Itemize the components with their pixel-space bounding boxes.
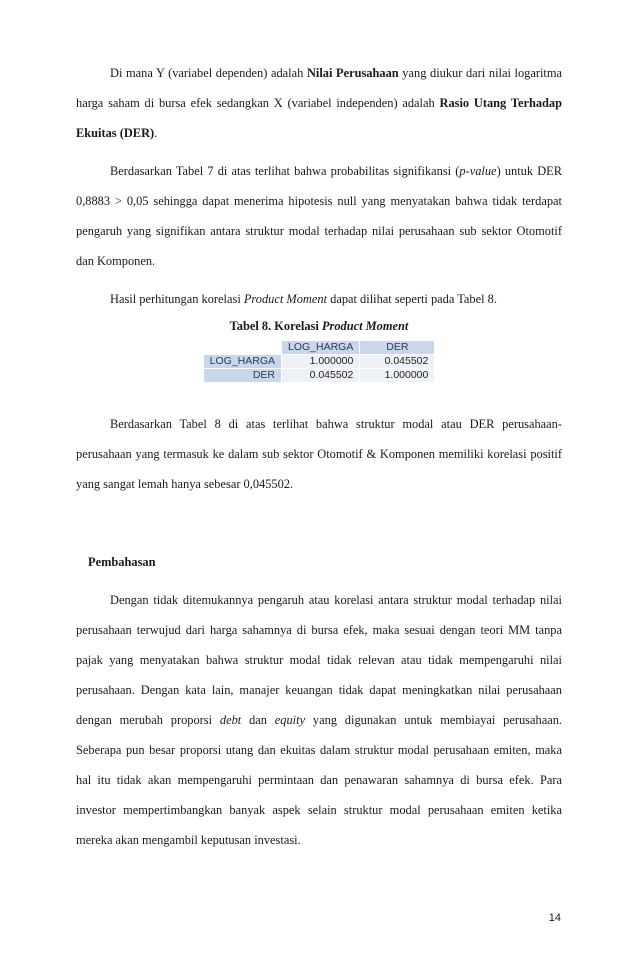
page-content [76,58,562,855]
table-header-row [203,341,435,355]
row-label: DER [203,369,281,383]
text-run: dan [241,713,275,727]
term-debt: debt [219,713,242,727]
text-run: dapat dilihat seperti pada Tabel 8. [327,292,497,306]
text-run: Di mana Y (variabel dependen) adalah [110,66,307,80]
paragraph-table8-result [76,409,562,499]
term-p-value: p-value [459,164,497,178]
text-run: yang digunakan untuk membiayai perusahaan. Seberapa pun besar proporsi utang dan ekuitas dalam struktur modal perusahaan emiten, maka hal itu tidak akan mempengaruhi permintaan dan penawaran sahamnya di bursa efek. Para investor mempertimbangkan banyak aspek selain struktur modal perusahaan emiten ketika mereka akan mengambil keputusan investasi. [76,713,562,847]
correlation-table [203,340,436,383]
table-cell: 0.045502 [282,369,360,383]
text-run: Berdasarkan Tabel 7 di atas terlihat bahwa probabilitas signifikansi ( [110,164,460,178]
section-heading: Pembahasan [88,555,156,569]
text-run: yang diukur dari nilai logaritma harga saham di bursa efek sedangkan X (variabel independen) adalah [76,66,562,110]
paragraph-discussion [76,585,562,855]
paragraph-table7-result [76,156,562,276]
table-cell: 0.045502 [360,355,435,369]
term-equity: equity [274,713,306,727]
text-run: Berdasarkan Tabel 8 di atas terlihat bahwa struktur modal atau DER perusahaan-perusahaan yang termasuk ke dalam sub sektor Otomotif & Komponen memiliki korelasi positif yang sangat lemah hanya sebesar 0,045502. [76,417,562,491]
column-header: DER [360,341,435,355]
term-nilai-perusahaan: Nilai Perusahaan [306,66,399,80]
table-cell: 1.000000 [282,355,360,369]
term-product-moment: Product Moment [243,292,328,306]
paragraph-model-definition [76,58,562,148]
table-corner-cell [203,341,281,355]
table-row [203,369,435,383]
paragraph-correlation-intro [76,284,562,314]
table-cell: 1.000000 [360,369,435,383]
page-number: 14 [548,912,561,924]
row-label: LOG_HARGA [203,355,281,369]
table-row [203,355,435,369]
column-header: LOG_HARGA [282,341,360,355]
text-run: Dengan tidak ditemukannya pengaruh atau korelasi antara struktur modal terhadap nilai perusahaan terwujud dari harga sahamnya di bursa efek, maka sesuai dengan teori MM tanpa pajak yang menyatakan bahwa struktur modal tidak relevan atau tidak mempengaruhi nilai perusahaan. Dengan kata lain, manajer keuangan tidak dapat meningkatkan nilai perusahaan dengan merubah proporsi [76,593,562,727]
text-run: . [154,126,158,140]
table-caption: Tabel 8. Korelasi Product Moment [229,319,409,333]
text-run: ) untuk DER 0,8883 > 0,05 sehingga dapat menerima hipotesis null yang menyatakan bahwa tidak terdapat pengaruh yang signifikan antara struktur modal terhadap nilai perusahaan sub sektor Otomotif dan Komponen. [76,164,563,268]
text-run: Hasil perhitungan korelasi [110,292,244,306]
term-der: Rasio Utang Terhadap Ekuitas (DER) [76,96,563,140]
